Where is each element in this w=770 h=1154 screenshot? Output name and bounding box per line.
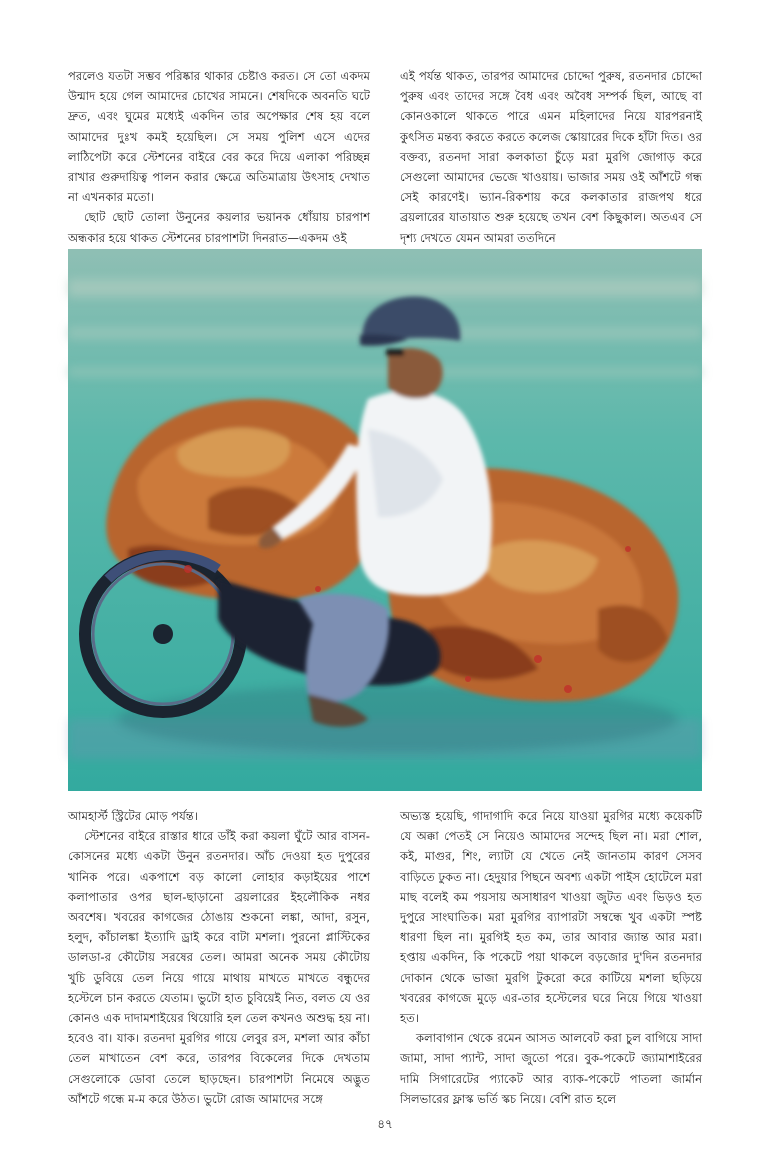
top-right-column	[400, 66, 702, 245]
paragraph: কলাবাগান থেকে রমেন আসত আলবেট করা চুল বাগিয়ে সাদা জামা, সাদা প্যান্ট, সাদা জুতো পরে। বুক-পকেটে জ্যামাশাইরের দামি সিগারেটের প্যাকেট আর ব্যাক-পকেটে পাতলা জার্মান সিলভারের ফ্লাস্ক ভর্তি স্কচ নিয়ে। বেশি রাত হলে	[400, 1031, 702, 1106]
bottom-right-column	[400, 806, 702, 1106]
paragraph: অভ্যস্ত হয়েছি, গাদাগাদি করে নিয়ে যাওয়া মুরগির মধ্যে কয়েকটি যে অক্কা পেতই সে নিয়েও আমাদের সন্দেহ ছিল না। মরা শোল, কই, মাগুর, শিং, ল্যাটা যে খেতে নেই জানতাম কারণ সেসব বাড়িতে ঢুকত না। হেদুয়ার পিছনে অবশ্য একটা পাইস হোটেলে মরা মাছ বলেই কম পয়সায় অসাধারণ খাওয়া জুটত এবং ভিড়ও হত দুপুরে সাংঘাতিক। মরা মুরগির ব্যাপারটা সম্বন্ধে খুব একটা স্পষ্ট ধারণা ছিল না। মুরগিই হত কম, তার আবার জ্যান্ত আর মরা। হপ্তায় একদিন, কি পকেটে পয়া থাকলে বড়জোর দু'দিন রতনদার দোকান থেকে ভাজা মুরগি টুকরো করে কাটিয়ে মশলা ছড়িয়ে খবরের কাগজে মুড়ে এর-তার হস্টেলের ঘরে নিয়ে গিয়ে খাওয়া হত।	[400, 809, 702, 1026]
bottom-left-column	[68, 806, 370, 1106]
page-number: ৪৭	[377, 1117, 393, 1131]
photo-motorcycle-chickens	[68, 249, 702, 791]
paragraph: পরলেও যতটা সম্ভব পরিষ্কার থাকার চেষ্টাও করত। সে তো একদম উন্মাদ হয়ে গেল আমাদের চোখের সামনে। শেষদিকে অবনতি ঘটে দ্রুত, এবং ঘুমের মধ্যেই একদিন তার অপেক্ষার শেষ হয় বলে আমাদের দুঃখ কমই হয়েছিল। সে সময় পুলিশ এসে এদের লাঠিপেটা করে স্টেশনের বাইরে বের করে দিয়ে এলাকা পরিচ্ছন্ন রাখার গুরুদায়িত্ব পালন করার ক্ষেত্রে অতিমাত্রায় উৎসাহ দেখাত না এখনকার মতো।	[68, 69, 370, 205]
top-left-column	[68, 66, 370, 245]
paragraph: ছোট ছোট তোলা উনুনের কয়লার ভয়ানক ধোঁয়ায় চারপাশ অন্ধকার হয়ে থাকত স্টেশনের চারপাশটা দিনরাত—একদম ওই	[68, 210, 370, 245]
paragraph: আমহার্স্ট স্ট্রিটের মোড় পর্যন্ত।	[68, 809, 198, 823]
paragraph: এই পর্যন্ত থাকত, তারপর আমাদের চোদ্দো পুরুষ, রতনদার চোদ্দো পুরুষ এবং তাদের সঙ্গে বৈধ এবং অবৈধ সম্পর্ক ছিল, আছে বা কোনওকালে থাকতে পারে এমন মহিলাদের নিয়ে যারপরনাই কুৎসিত মন্তব্য করতে করতে কলেজ স্কোয়ারের দিকে হাঁটা দিত। ওর বক্তব্য, রতনদা সারা কলকাতা চুঁড়ে মরা মুরগি জোগাড় করে সেগুলো আমাদের ভেজে খাওয়ায়। ভাজার সময় ওই আঁশটে গন্ধ সেই কারণেই। ভ্যান-রিকশায় করে কলকাতার রাজপথ ধরে ব্রয়লারের যাতায়াত শুরু হয়েছে তখন বেশ কিছুকাল। অতএব সে দৃশ্য দেখতে যেমন আমরা ততদিনে	[400, 69, 702, 245]
photo-illustration	[68, 249, 702, 791]
paragraph: স্টেশনের বাইরে রাস্তার ধারে ডাঁই করা কয়লা ঘুঁটে আর বাসন-কোসনের মধ্যে একটা উনুন রতনদার। আঁচ দেওয়া হত দুপুরের খানিক পরে। একপাশে বড় কালো লোহার কড়াইয়ের পাশে কলাপাতার ওপর ছাল-ছাড়ানো ব্রয়লারের ইহলৌকিক নধর অবশেষ। খবরের কাগজের ঠোঙায় শুকনো লঙ্কা, আদা, রসুন, হলুদ, কাঁচালঙ্কা ইত্যাদি ড্রাই করে বাটা মশলা। পুরনো প্লাস্টিকের ডালডা-র কৌটোয় সরষের তেল। আমরা অনেক সময় কৌটোয় খুচি ডুবিয়ে তেল নিয়ে গায়ে মাথায় মাখতে মাখতে বন্ধুদের হস্টেলে চান করতে যেতাম। ভুটো হাত চুবিয়েই নিত, বলত যে ওর কোনও এক দাদামশাইয়ের থিয়োরি হল তেল কখনও অশুদ্ধ হয় না। হবেও বা। যাক। রতনদা মুরগির গায়ে লেবুর রস, মশলা আর কাঁচা তেল মাখাতেন বেশ করে, তারপর বিকেলের দিকে দেখতাম সেগুলোকে ডোবা তেলে ছাড়ছেন। চারপাশটা নিমেষে অদ্ভুত আঁশটে গন্ধে ম-ম করে উঠত। ভুটো রোজ আমাদের সঙ্গে	[68, 829, 370, 1106]
